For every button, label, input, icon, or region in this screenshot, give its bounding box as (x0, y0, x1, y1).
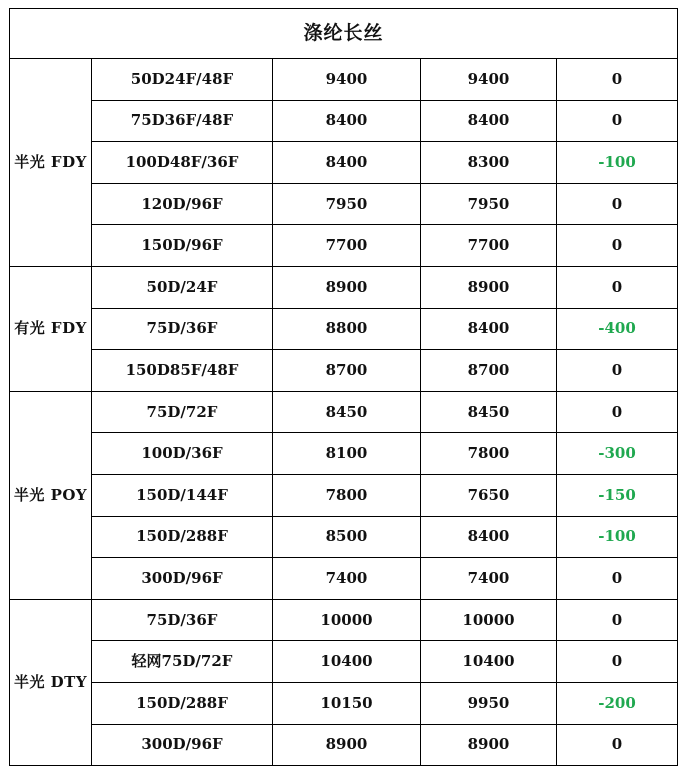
price-a-cell: 10150 (273, 682, 421, 724)
price-b-cell: 8300 (421, 142, 557, 184)
price-a-cell: 7700 (273, 225, 421, 267)
change-cell: -200 (557, 682, 678, 724)
price-a-cell: 8900 (273, 724, 421, 766)
price-b-cell: 7800 (421, 433, 557, 475)
price-b-cell: 8400 (421, 516, 557, 558)
price-a-cell: 10000 (273, 599, 421, 641)
price-b-cell: 7700 (421, 225, 557, 267)
table-row (10, 391, 678, 433)
price-b-cell: 8700 (421, 350, 557, 392)
price-b-cell: 8900 (421, 724, 557, 766)
spec-cell: 100D/36F (92, 433, 273, 475)
price-b-cell: 10000 (421, 599, 557, 641)
price-b-cell: 7650 (421, 474, 557, 516)
change-cell: 0 (557, 599, 678, 641)
price-a-cell: 8400 (273, 142, 421, 184)
spec-cell: 100D48F/36F (92, 142, 273, 184)
price-a-cell: 8100 (273, 433, 421, 475)
table-row (10, 724, 678, 766)
spec-cell: 150D/144F (92, 474, 273, 516)
spec-cell: 150D/96F (92, 225, 273, 267)
table-body (10, 9, 678, 766)
price-a-cell: 7950 (273, 183, 421, 225)
change-cell: -100 (557, 142, 678, 184)
spec-cell: 75D/36F (92, 308, 273, 350)
change-cell: 0 (557, 266, 678, 308)
table-row (10, 100, 678, 142)
change-cell: 0 (557, 100, 678, 142)
change-cell: 0 (557, 225, 678, 267)
spec-cell: 轻网75D/72F (92, 641, 273, 683)
price-a-cell: 9400 (273, 59, 421, 101)
price-b-cell: 10400 (421, 641, 557, 683)
price-a-cell: 8900 (273, 266, 421, 308)
change-cell: 0 (557, 59, 678, 101)
price-b-cell: 7950 (421, 183, 557, 225)
price-b-cell: 8400 (421, 100, 557, 142)
change-cell: 0 (557, 558, 678, 600)
spec-cell: 150D85F/48F (92, 350, 273, 392)
price-b-cell: 9950 (421, 682, 557, 724)
change-cell: 0 (557, 641, 678, 683)
change-cell: 0 (557, 350, 678, 392)
price-a-cell: 8400 (273, 100, 421, 142)
table-row (10, 142, 678, 184)
group-label: 半光 POY (10, 391, 92, 599)
change-cell: -150 (557, 474, 678, 516)
spec-cell: 50D24F/48F (92, 59, 273, 101)
table-title: 涤纶长丝 (10, 9, 678, 59)
table-row (10, 433, 678, 475)
spec-cell: 75D/72F (92, 391, 273, 433)
price-a-cell: 7800 (273, 474, 421, 516)
table-row (10, 59, 678, 101)
polyester-filament-price-table (9, 8, 678, 766)
change-cell: 0 (557, 391, 678, 433)
price-b-cell: 8900 (421, 266, 557, 308)
price-a-cell: 8700 (273, 350, 421, 392)
spec-cell: 300D/96F (92, 724, 273, 766)
spec-cell: 120D/96F (92, 183, 273, 225)
price-b-cell: 7400 (421, 558, 557, 600)
table-row (10, 225, 678, 267)
table-row (10, 350, 678, 392)
spec-cell: 150D/288F (92, 516, 273, 558)
table-row (10, 599, 678, 641)
title-row (10, 9, 678, 59)
table-row (10, 641, 678, 683)
spec-cell: 50D/24F (92, 266, 273, 308)
spec-cell: 75D36F/48F (92, 100, 273, 142)
price-a-cell: 8450 (273, 391, 421, 433)
price-a-cell: 10400 (273, 641, 421, 683)
change-cell: -400 (557, 308, 678, 350)
change-cell: -100 (557, 516, 678, 558)
price-a-cell: 7400 (273, 558, 421, 600)
group-label: 半光 DTY (10, 599, 92, 765)
change-cell: 0 (557, 724, 678, 766)
table-row (10, 183, 678, 225)
table-row (10, 474, 678, 516)
table-row (10, 682, 678, 724)
spec-cell: 75D/36F (92, 599, 273, 641)
price-a-cell: 8500 (273, 516, 421, 558)
table-row (10, 558, 678, 600)
group-label: 半光 FDY (10, 59, 92, 267)
price-b-cell: 8400 (421, 308, 557, 350)
change-cell: 0 (557, 183, 678, 225)
spec-cell: 300D/96F (92, 558, 273, 600)
change-cell: -300 (557, 433, 678, 475)
price-a-cell: 8800 (273, 308, 421, 350)
table-row (10, 308, 678, 350)
spec-cell: 150D/288F (92, 682, 273, 724)
price-b-cell: 8450 (421, 391, 557, 433)
group-label: 有光 FDY (10, 266, 92, 391)
table-row (10, 516, 678, 558)
table-row (10, 266, 678, 308)
price-b-cell: 9400 (421, 59, 557, 101)
